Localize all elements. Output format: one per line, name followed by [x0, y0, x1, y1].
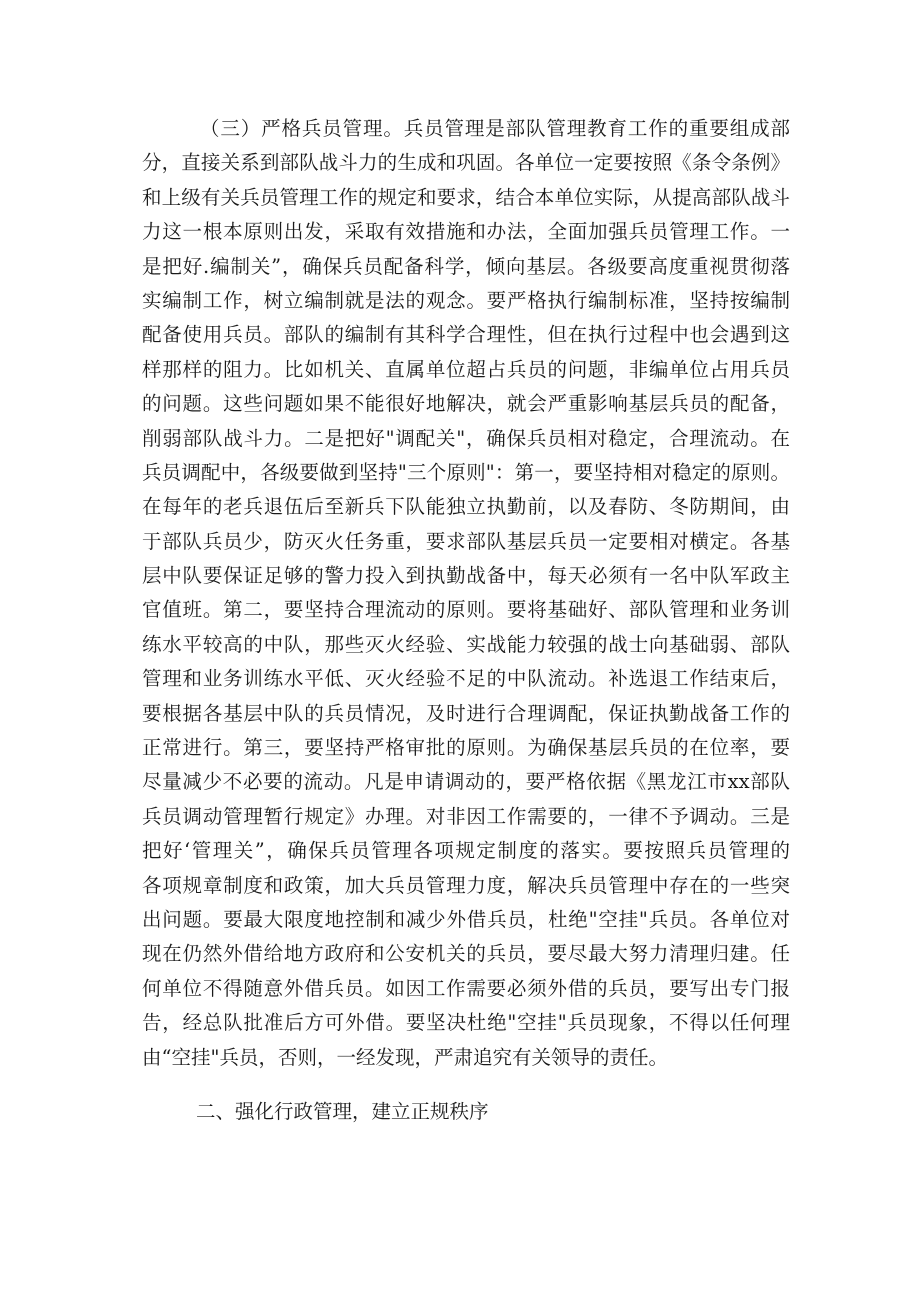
paragraph-line: 把好‘管理关”，确保兵员管理各项规定制度的落实。要按照兵员管理的	[142, 839, 790, 863]
paragraph-line: 和上级有关兵员管理工作的规定和要求，结合本单位实际，从提高部队战斗	[142, 185, 790, 209]
paragraph-line: 层中队要保证足够的警力投入到执勤战备中，每天必须有一名中队军政主	[142, 564, 790, 588]
paragraph-line: 于部队兵员少，防灭火任务重，要求部队基层兵员一定要相对横定。各基	[142, 529, 790, 553]
paragraph-line: 练水平较高的中队，那些灭火经验、实战能力较强的战士向基础弱、部队	[142, 632, 790, 656]
paragraph-line: 削弱部队战斗力。二是把好"调配关"，确保兵员相对稳定，合理流动。在	[142, 426, 790, 450]
section-heading: 二、强化行政管理，建立正规秩序	[196, 1100, 489, 1123]
paragraph-line: 由“空挂"兵员，否则，一经发现，严肃追究有关领导的责任。	[142, 1045, 668, 1069]
paragraph-line: （三）严格兵员管理。兵员管理是部队管理教育工作的重要组成部	[200, 117, 790, 140]
paragraph-line: 在每年的老兵退伍后至新兵下队能独立执勤前，以及春防、冬防期间，由	[142, 495, 790, 519]
paragraph-line: 样那样的阻力。比如机关、直属单位超占兵员的问题，非编单位占用兵员	[142, 357, 790, 381]
paragraph-line: 配备使用兵员。部队的编制有其科学合理性，但在执行过程中也会遇到这	[142, 323, 790, 347]
paragraph-line: 各项规章制度和政策，加大兵员管理力度，解决兵员管理中存在的一些突	[142, 873, 790, 897]
paragraph-line: 实编制工作，树立编制就是法的观念。要严格执行编制标准，坚持按编制	[142, 288, 790, 312]
paragraph-line: 兵员调配中，各级要做到坚持"三个原则"：第一，要坚持相对稳定的原则。	[142, 460, 790, 484]
paragraph-line: 力这一根本原则出发，采取有效措施和办法，全面加强兵员管理工作。一	[142, 220, 790, 244]
paragraph-line: 管理和业务训练水平低、灭火经验不足的中队流动。补选退工作结束后，	[142, 667, 790, 691]
paragraph-line: 兵员调动管理暂行规定》办理。对非因工作需要的，一律不予调动。三是	[142, 804, 790, 828]
body-paragraph	[142, 112, 790, 1075]
paragraph-line: 出问题。要最大限度地控制和减少外借兵员，杜绝"空挂"兵员。各单位对	[142, 907, 790, 931]
paragraph-line: 何单位不得随意外借兵员。如因工作需要必须外借的兵员，要写出专门报	[142, 976, 790, 1000]
paragraph-line: 现在仍然外借给地方政府和公安机关的兵员，要尽最大努力清理归建。任	[142, 942, 790, 966]
paragraph-line: 官值班。第二，要坚持合理流动的原则。要将基础好、部队管理和业务训	[142, 598, 790, 622]
paragraph-line: 尽量减少不必要的流动。凡是申请调动的，要严格依据《黑龙江市xx部队	[142, 770, 790, 794]
paragraph-line: 告，经总队批准后方可外借。要坚决杜绝"空挂"兵员现象，不得以任何理	[142, 1011, 790, 1035]
paragraph-line: 要根据各基层中队的兵员情况，及时进行合理调配，保证执勤战备工作的	[142, 701, 790, 725]
paragraph-line: 是把好.编制关”，确保兵员配备科学，倾向基层。各级要高度重视贯彻落	[142, 254, 790, 278]
paragraph-line: 分，直接关系到部队战斗力的生成和巩固。各单位一定要按照《条令条例》	[142, 151, 790, 175]
paragraph-line: 正常进行。第三，要坚持严格审批的原则。为确保基层兵员的在位率，要	[142, 736, 790, 760]
paragraph-line: 的问题。这些问题如果不能很好地解决，就会严重影响基层兵员的配备，	[142, 392, 790, 416]
